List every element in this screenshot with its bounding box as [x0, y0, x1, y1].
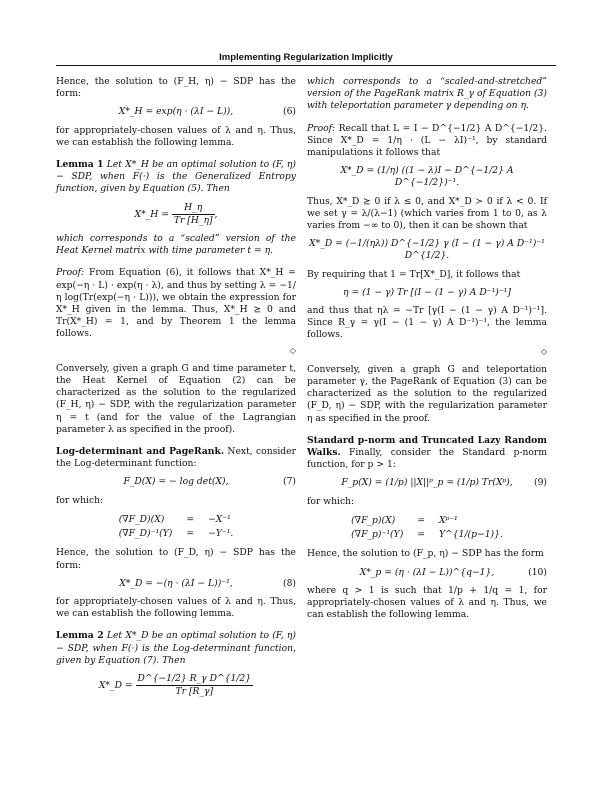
numerator: H_η [172, 202, 215, 215]
proof-1 [56, 267, 296, 340]
lemma-statement: Let X*_D be an optimal solution to (F, η) − SDP, when F(·) is the Log-determinant function, given by Equation (7). Then [56, 630, 296, 666]
align-lhs: (∇F_D)⁻¹(Y) [118, 528, 173, 540]
section-heading: Standard p-norm and Truncated Lazy Random Walks. [307, 434, 547, 459]
equation-6 [56, 106, 296, 118]
running-header: Implementing Regularization Implicitly [219, 52, 393, 63]
equation-number: (9) [533, 477, 547, 489]
equation-number: (10) [528, 566, 547, 578]
equation-body: X*_H = exp(η · (λI − L)), [118, 106, 234, 118]
gradient-equations [111, 512, 242, 542]
equation-number: (6) [282, 106, 296, 118]
equation-9 [307, 477, 547, 489]
align-lhs: (∇F_p)(X) [351, 514, 396, 526]
equation-display: X*_D = (1/η) ((1 − λ)I − D^{−1/2} A D^{−1/2})⁻¹. [340, 165, 514, 189]
section-paragraph [56, 446, 296, 470]
denominator: Tr [R_γ] [175, 686, 214, 698]
align-eq: = [417, 529, 425, 541]
paragraph: Conversely, given a graph G and time parameter t, the Heat Kernel of Equation (2) can be characterized as the solution to the regularized (F_H, η) − SDP, with the regularization parameter η = t (and for the value of the Lagrangian parameter λ as specified in the proof). [56, 362, 296, 435]
align-eq: = [417, 514, 425, 526]
numerator: D^{−1/2} R_γ D^{1/2} [136, 673, 254, 686]
paragraph: for which: [307, 495, 355, 507]
align-rhs: −X⁻¹ [208, 513, 231, 525]
equation-body: X*_p = (η · (λI − L))^{q−1}, [359, 566, 495, 578]
equation-lhs: X*_H = [134, 208, 169, 220]
denominator: Tr [H_η] [173, 214, 213, 226]
gradient-equations [343, 513, 511, 543]
proof-body: From Equation (6), it follows that X*_H = exp(−η · L) · exp(η · λ), and thus by setting λ = −1/η log(Tr(exp(−η · L))), we obtain the expression for X*_H given in the lemma. Thus, X*_H ⪰ 0 and Tr(X*_H) = 1, and by Theorem 1 the lemma follows. [56, 267, 297, 340]
align-eq: = [186, 513, 195, 525]
equation-lhs: X*_D = [98, 680, 133, 692]
equation-tail: , [214, 208, 218, 220]
paragraph: for appropriately-chosen values of λ and η. Thus, we can establish the following lemma. [56, 124, 296, 148]
align-eq: = [186, 528, 195, 540]
equation-10 [307, 567, 547, 579]
paragraph: Hence, the solution to (F_p, η) − SDP has the form [307, 548, 544, 560]
align-lhs: (∇F_D)(X) [118, 513, 165, 525]
lemma-1-equation [56, 202, 296, 227]
paragraph: Conversely, given a graph G and teleportation parameter γ, the PageRank of Equation (3) can be characterized as the solution to the regularized (F_D, η) − SDP, with the regularization parameter η as specified in the proof. [307, 363, 547, 424]
lemma-continuation: which corresponds to a “scaled-and-stretched” version of the PageRank matrix R_γ of Equation (3) with teleportation parameter γ depending on η. [307, 76, 547, 112]
section-heading: Log-determinant and PageRank. [56, 446, 225, 458]
align-lhs: (∇F_p)⁻¹(Y) [351, 529, 404, 541]
align-rhs: Xᵖ⁻¹ [438, 514, 458, 526]
proof-heading: Proof: [56, 267, 85, 279]
equation-8 [56, 578, 296, 590]
fraction [136, 673, 254, 698]
equation-display: η = (1 − γ) Tr [(I − (1 − γ) A D⁻¹)⁻¹] [343, 286, 511, 298]
qed-symbol: ◇ [540, 346, 547, 356]
paragraph: for appropriately-chosen values of λ and η. Thus, we can establish the following lemma. [56, 595, 296, 620]
paragraph: where q > 1 is such that 1/p + 1/q = 1, for appropriately-chosen values of λ and η. Thus, we can establish the following lemma. [307, 584, 547, 621]
equation-body: X*_D = −(η · (λI − L))⁻¹, [119, 577, 233, 589]
lemma-heading: Lemma 1 [56, 159, 104, 171]
qed-symbol: ◇ [289, 345, 296, 355]
paragraph: Hence, the solution to (F_D, η) − SDP has the form: [56, 547, 296, 571]
proof-heading: Proof: [307, 122, 336, 134]
paragraph: for which: [56, 494, 104, 506]
header-rule [56, 65, 556, 66]
paragraph: and thus that ηλ = −Tr [γ(I − (1 − γ) A D⁻¹)⁻¹]. Since R_γ = γ(I − (1 − γ) A D⁻¹)⁻¹, the lemma follows. [307, 305, 547, 341]
lemma-1 [56, 159, 296, 196]
paragraph: By requiring that 1 = Tr[X*_D], it follows that [307, 268, 521, 280]
proof-2 [307, 123, 547, 160]
section-paragraph [307, 435, 547, 472]
paragraph: Thus, X*_D ⪰ 0 if λ ≤ 0, and X*_D ≻ 0 if λ < 0. If we set γ = λ/(λ−1) (which varies from 1 to 0, as λ varies from −∞ to 0), then it can be shown that [307, 195, 547, 232]
lemma-statement: Let X*_H be an optimal solution to (F, η) − SDP, when F(·) is the Generalized Entropy function, given by Equation (5). Then [56, 159, 296, 195]
equation-body: F_D(X) = − log det(X), [123, 476, 229, 488]
align-rhs: Y^{1/(p−1)}. [438, 529, 503, 541]
equation-number: (7) [282, 476, 296, 488]
section-intro: Finally, consider the Standard p-norm function, for p > 1: [307, 447, 548, 471]
paragraph: Hence, the solution to (F_H, η) − SDP has the form: [56, 76, 296, 100]
equation-number: (8) [282, 577, 296, 589]
equation-display: X*_D = (−1/(ηλ)) D^{−1/2} γ (I − (1 − γ) A D⁻¹)⁻¹ D^{1/2}. [309, 238, 545, 262]
right-column [307, 76, 547, 625]
lemma-continuation: which corresponds to a “scaled” version of the Heat Kernel matrix with time parameter t = η. [56, 233, 296, 257]
align-rhs: −Y⁻¹. [208, 528, 234, 540]
section-intro: Next, consider the Log-determinant function: [56, 446, 296, 470]
equation-body: F_p(X) = (1/p) ||X||ᵖ_p = (1/p) Tr(Xᵖ), [341, 477, 513, 489]
equation-7 [56, 476, 296, 488]
left-column [56, 76, 296, 704]
fraction [172, 202, 215, 227]
proof-body: Recall that L = I − D^{−1/2} A D^{−1/2}. Since X*_D = 1/η · (L − λI)⁻¹, by standard manipulations it follows that [307, 122, 547, 159]
lemma-2-equation [56, 673, 296, 698]
lemma-heading: Lemma 2 [56, 630, 104, 642]
lemma-2 [56, 630, 296, 667]
